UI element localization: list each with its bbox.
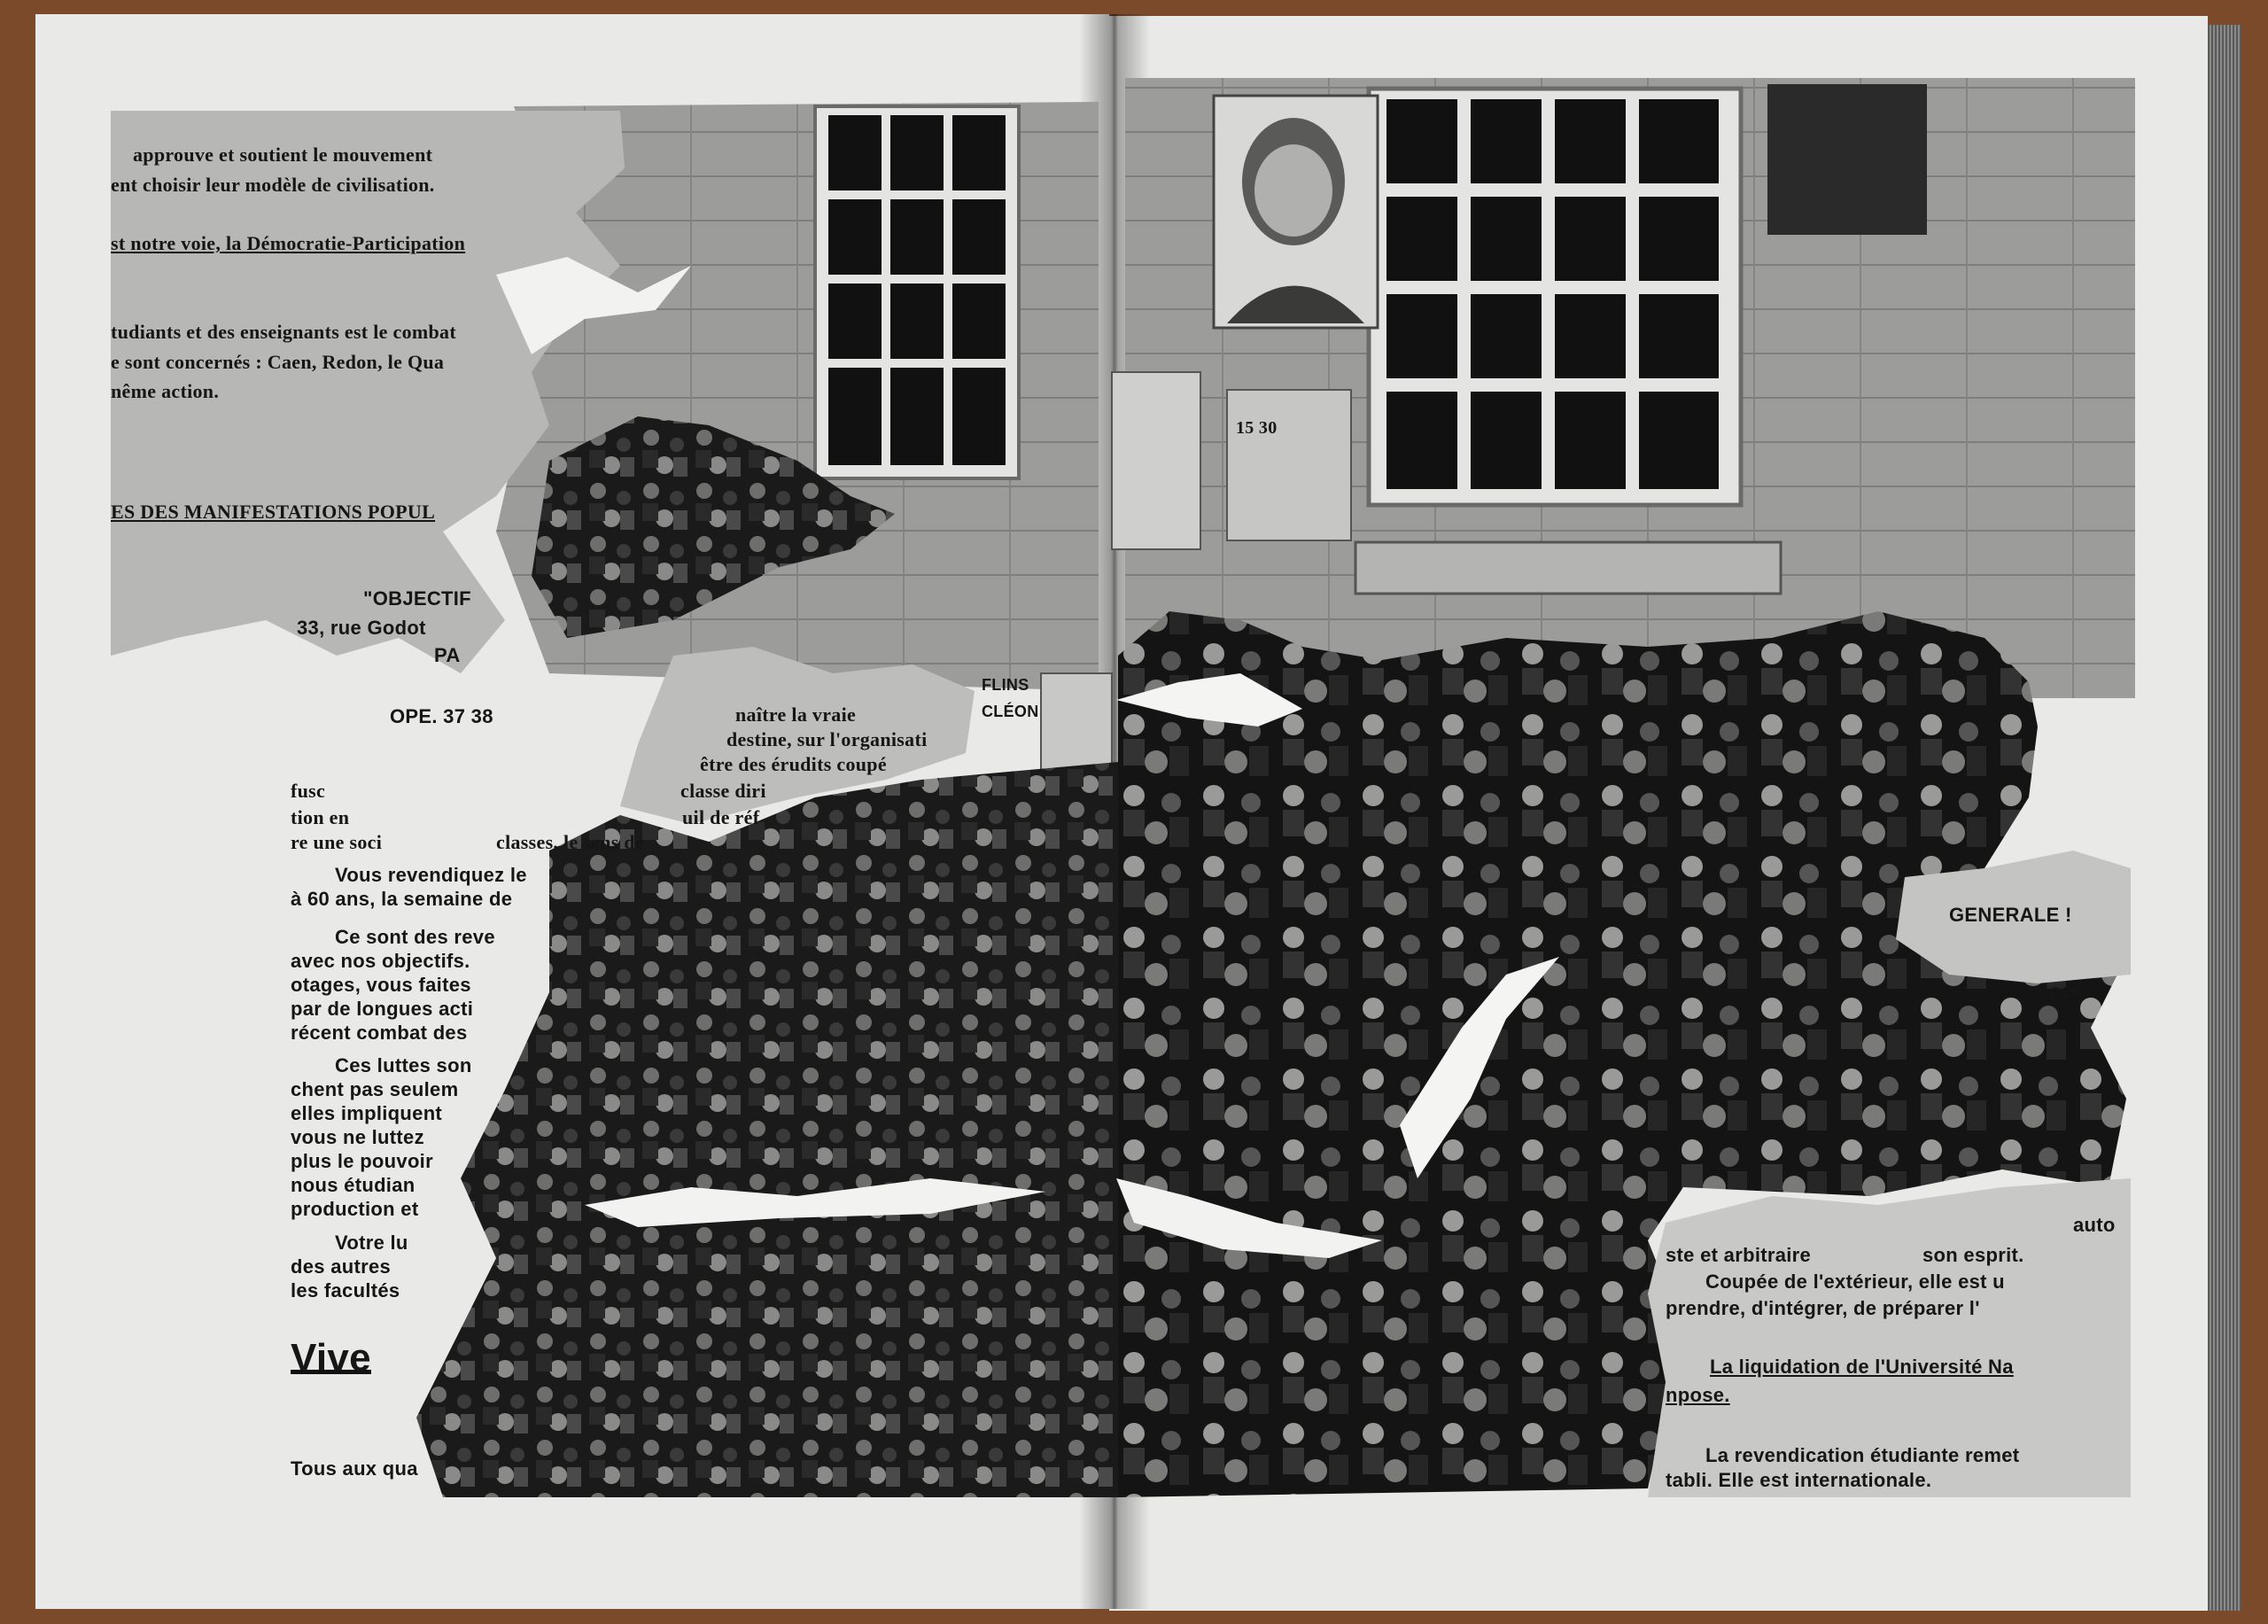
clipping-text-line: La revendication étudiante remet (1705, 1444, 2020, 1466)
clipping-text-line: plus le pouvoir (291, 1150, 433, 1172)
clipping-text-line: à 60 ans, la semaine de (291, 888, 513, 910)
clipping-text-line: Ces luttes son (335, 1054, 472, 1076)
portrait-poster (1214, 96, 1378, 328)
clipping-text-line: récent combat des (291, 1022, 468, 1044)
poster-text: 15 30 (1236, 418, 1278, 438)
clipping-text-line: PA (434, 644, 461, 666)
clipping-text-line: 33, rue Godot (297, 617, 426, 639)
clipping-text-line: Tous aux qua (291, 1457, 418, 1480)
clipping-text-line: auto (2073, 1214, 2116, 1236)
clipping-text-line: ste et arbitraire (1666, 1244, 1812, 1266)
clipping-text-line: être des érudits coupé (700, 753, 887, 775)
clipping-text-line: npose. (1666, 1384, 1730, 1406)
clipping-text-line: OPE. 37 38 (390, 705, 493, 727)
clipping-text-line: re une soci (291, 831, 383, 853)
clipping-text-line: avec nos objectifs. (291, 950, 470, 972)
clipping-text-line: uil de réf (682, 806, 760, 828)
clipping-text-line: approuve et soutient le mouvement (133, 144, 433, 166)
vive-headline: Vive (291, 1336, 371, 1379)
clipping-text-line: GENERALE ! (1949, 904, 2072, 926)
clipping-text-line: chent pas seulem (291, 1078, 459, 1100)
clipping-text-line: naître la vraie (735, 703, 857, 726)
clipping-text-line: nous étudian (291, 1174, 416, 1196)
clipping-text-line: Coupée de l'extérieur, elle est u (1705, 1270, 2005, 1293)
clipping-text-line: vous ne luttez (291, 1126, 424, 1148)
clipping-text-line: nces (2038, 980, 2084, 1002)
clipping-text-line: classes, le sens de (496, 831, 645, 853)
window-left (815, 106, 1019, 478)
clipping-text-line: prendre, d'intégrer, de préparer l' (1666, 1297, 1980, 1319)
clipping-text-line: par de longues acti (291, 998, 474, 1020)
wall-poster (1227, 390, 1351, 540)
clipping-text-line: st notre voie, la Démocratie-Participation (111, 232, 466, 254)
clipping-text-line: tabli. Elle est internationale. (1666, 1469, 1932, 1491)
clipping-text-line: La liquidation de l'Université Na (1710, 1356, 2014, 1378)
clipping-text-line: nême action. (111, 380, 220, 402)
clipping-text-line: otages, vous faites (291, 974, 471, 996)
clipping-text-line: destine, sur l'organisati (726, 728, 928, 750)
clipping-text-line: Votre lu (335, 1232, 408, 1254)
balcony-figure (1767, 84, 1927, 235)
poster-text: CLÉON (982, 703, 1039, 720)
clipping-text-line: des autres (291, 1255, 392, 1278)
clipping-text-line: son esprit. (1922, 1244, 2024, 1266)
clipping-text-line: tion en (291, 806, 350, 828)
clipping-text-line: elles impliquent (291, 1102, 443, 1124)
clipping-text-line: ent choisir leur modèle de civilisation. (111, 174, 435, 196)
poster-text: FLINS (982, 676, 1029, 694)
clipping-text-line: les facultés (291, 1279, 400, 1302)
clipping-text-line: Ce sont des reve (335, 926, 495, 948)
wall-poster (1112, 372, 1200, 549)
clipping-text-line: "OBJECTIF (363, 587, 471, 610)
clipping-text-line: ES DES MANIFESTATIONS POPUL (111, 501, 436, 523)
clipping-text-line: fusc (291, 780, 326, 802)
clipping-text-line: production et (291, 1198, 419, 1220)
clipping-text-line: tudiants et des enseignants est le combat (111, 321, 456, 343)
clipping-text-line: classe diri (680, 780, 766, 802)
clipping-text-line: e sont concernés : Caen, Redon, le Qua (111, 351, 445, 373)
clipping-text-line: Vous revendiquez le (335, 864, 527, 886)
